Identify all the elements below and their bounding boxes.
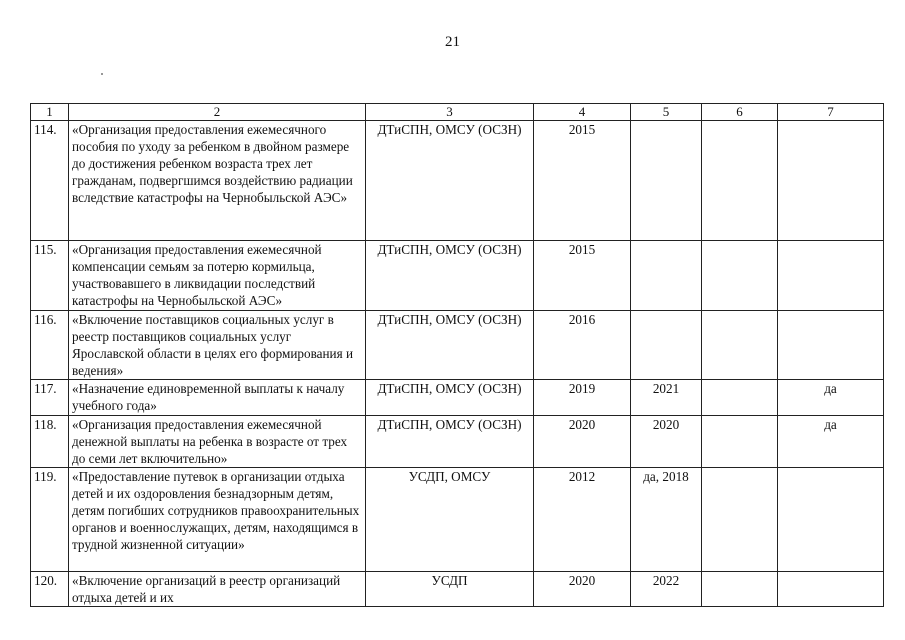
col-7-value	[778, 311, 884, 380]
responsible-org: УСДП	[366, 572, 534, 607]
col-5-value	[631, 311, 702, 380]
service-name: «Организация предоставления ежемесячного пособия по уходу за ребенком в двойном размере до достижения ребенком возраста трех лет гражданам, подвергшимся воздействию радиации вследствие катастрофы на Чернобыльской АЭС»	[69, 121, 366, 241]
header-col-4: 4	[534, 104, 631, 121]
col-4-value: 2020	[534, 416, 631, 468]
table-row	[31, 241, 884, 311]
table-row	[31, 311, 884, 380]
row-number: 120.	[31, 572, 69, 607]
row-number: 117.	[31, 380, 69, 416]
table-row	[31, 380, 884, 416]
col-5-value: 2021	[631, 380, 702, 416]
col-4-value: 2015	[534, 241, 631, 311]
col-5-value	[631, 241, 702, 311]
table-row	[31, 416, 884, 468]
responsible-org: ДТиСПН, ОМСУ (ОСЗН)	[366, 380, 534, 416]
responsible-org: ДТиСПН, ОМСУ (ОСЗН)	[366, 241, 534, 311]
col-7-value	[778, 572, 884, 607]
page-number: 21	[445, 34, 460, 50]
header-col-7: 7	[778, 104, 884, 121]
col-6-value	[702, 416, 778, 468]
col-7-value: да	[778, 380, 884, 416]
header-col-3: 3	[366, 104, 534, 121]
row-number: 118.	[31, 416, 69, 468]
col-4-value: 2012	[534, 468, 631, 572]
col-5-value: 2022	[631, 572, 702, 607]
responsible-org: УСДП, ОМСУ	[366, 468, 534, 572]
service-name: «Назначение единовременной выплаты к началу учебного года»	[69, 380, 366, 416]
scan-speck	[101, 73, 103, 75]
col-6-value	[702, 241, 778, 311]
col-7-value	[778, 121, 884, 241]
col-6-value	[702, 572, 778, 607]
table-row	[31, 468, 884, 572]
row-number: 116.	[31, 311, 69, 380]
col-6-value	[702, 121, 778, 241]
responsible-org: ДТиСПН, ОМСУ (ОСЗН)	[366, 121, 534, 241]
col-7-value	[778, 241, 884, 311]
col-4-value: 2015	[534, 121, 631, 241]
col-6-value	[702, 380, 778, 416]
table-row	[31, 121, 884, 241]
row-number: 115.	[31, 241, 69, 311]
header-col-1: 1	[31, 104, 69, 121]
col-7-value	[778, 468, 884, 572]
header-col-5: 5	[631, 104, 702, 121]
col-4-value: 2020	[534, 572, 631, 607]
col-5-value: да, 2018	[631, 468, 702, 572]
col-4-value: 2016	[534, 311, 631, 380]
col-5-value	[631, 121, 702, 241]
service-name: «Организация предоставления ежемесячной компенсации семьям за потерю кормильца, участвовавшего в ликвидации последствий катастрофы на Чернобыльской АЭС»	[69, 241, 366, 311]
col-6-value	[702, 311, 778, 380]
table-row	[31, 572, 884, 607]
responsible-org: ДТиСПН, ОМСУ (ОСЗН)	[366, 311, 534, 380]
row-number: 114.	[31, 121, 69, 241]
col-4-value: 2019	[534, 380, 631, 416]
responsible-org: ДТиСПН, ОМСУ (ОСЗН)	[366, 416, 534, 468]
header-col-2: 2	[69, 104, 366, 121]
table-header-row	[31, 104, 884, 121]
service-name: «Включение организаций в реестр организаций отдыха детей и их	[69, 572, 366, 607]
services-table	[30, 103, 884, 607]
header-col-6: 6	[702, 104, 778, 121]
col-6-value	[702, 468, 778, 572]
col-7-value: да	[778, 416, 884, 468]
service-name: «Организация предоставления ежемесячной денежной выплаты на ребенка в возрасте от трех до семи лет включительно»	[69, 416, 366, 468]
service-name: «Включение поставщиков социальных услуг в реестр поставщиков социальных услуг Ярославской области в целях его формирования и ведения»	[69, 311, 366, 380]
row-number: 119.	[31, 468, 69, 572]
service-name: «Предоставление путевок в организации отдыха детей и их оздоровления безнадзорным детям, детям погибших сотрудников правоохранительных органов и военнослужащих, детям, находящимся в трудной жизненной ситуации»	[69, 468, 366, 572]
col-5-value: 2020	[631, 416, 702, 468]
